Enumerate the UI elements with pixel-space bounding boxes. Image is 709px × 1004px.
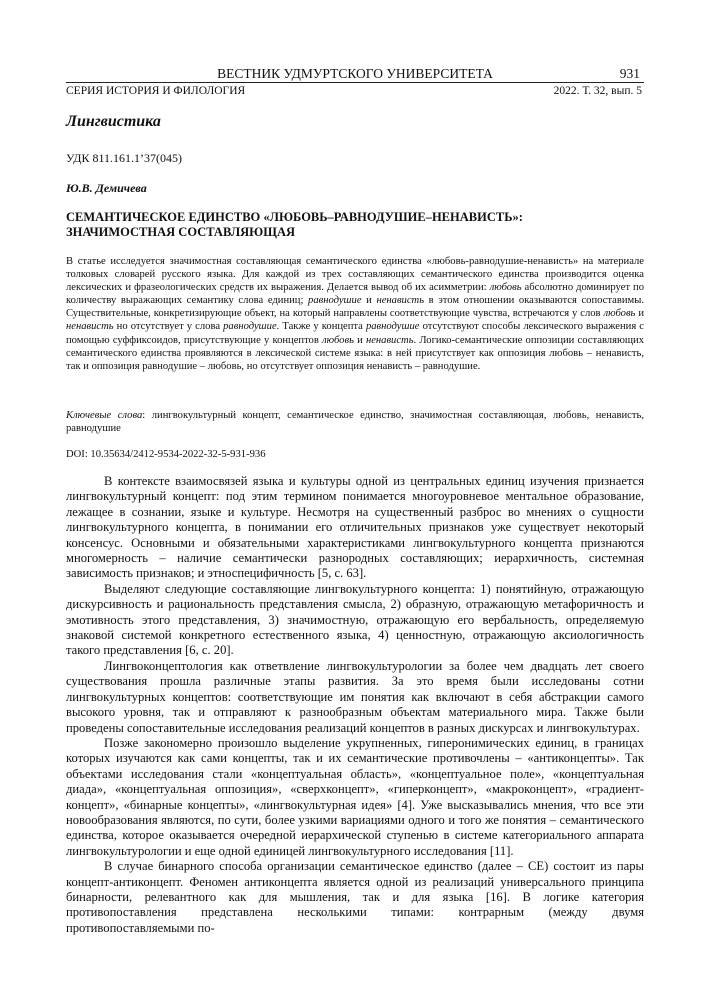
body-paragraph: В случае бинарного способа организации семантическое единство (далее – СЕ) состоит из пары концепт-антиконцепт. Феномен антиконцепта является одной из реализаций универсального принципа бинарности, релевантного как для мышления, так и для языка [16]. В логике категория противопоставления представлена несколькими типами: контрарным (между двумя противопоставляемыми по-: [66, 859, 644, 935]
title-line: СЕМАНТИЧЕСКОЕ ЕДИНСТВО «ЛЮБОВЬ–РАВНОДУШИЕ–НЕНАВИСТЬ»:: [66, 210, 523, 224]
keywords-label: Ключевые слова: [66, 410, 143, 421]
keywords: [66, 409, 644, 436]
body-paragraph: Лингвоконцептология как ответвление лингвокультурологии за более чем двадцать лет своего существования прошла различные этапы развития. За это время были исследованы сотни лингвокультурных концептов: соответствующие им понятия как включают в себя абстракции самого высокого уровня, так и отправляют к разнообразным объектам материального мира. Также были проведены сопоставительные исследования реализаций концептов в разных дискурсах и лингвокультурах.: [66, 658, 644, 735]
volume-info: 2022. Т. 32, вып. 5: [553, 85, 642, 97]
title-line: ЗНАЧИМОСТНАЯ СОСТАВЛЯЮЩАЯ: [66, 225, 296, 239]
series-name: СЕРИЯ ИСТОРИЯ И ФИЛОЛОГИЯ: [66, 85, 246, 97]
article-body: [66, 474, 644, 936]
section-heading: Лингвистика: [66, 113, 161, 130]
keywords-text: : лингвокультурный концепт, семантическое единство, значимостная составляющая, любовь, ненависть, равнодушие: [66, 410, 644, 435]
doi: DOI: 10.35634/2412-9534-2022-32-5-931-936: [66, 449, 266, 460]
author-name: Ю.В. Демичева: [66, 181, 147, 195]
udk-code: УДК 811.161.1’37(045): [66, 151, 183, 165]
abstract: В статье исследуется значимостная составляющая семантического единства «любовь-равнодушие-ненависть» на материале толковых словарей русского языка. Для каждой из трех составляющих семантического единства производится оценка лексических и фразеологических средств их выражения. Делается вывод об их асимметрии: любовь абсолютно доминирует по количеству выражающих семантику слова единиц; равнодушие и ненависть в этом отношении оказываются сопоставимы. Существительные, конкретизирующие объект, на который направлены соответствующие чувства, встречаются у слов любовь и ненависть но отсутствует у слова равнодушие. Также у концепта равнодушие отсутствуют способы лексического выражения с помощью суффиксоидов, присутствующие у концептов любовь и ненависть. Логико-семантические оппозиции составляющих семантического единства проявляются в лексической системе языка: в ней присутствует как оппозиция любовь – ненависть, так и оппозиция равнодушие – любовь, но отсутствует оппозиция ненависть – равнодушие.: [66, 256, 645, 372]
body-paragraph: Позже закономерно произошло выделение укрупненных, гиперонимических единиц, в границах которых изучаются как сами концепты, так и их семантические противочлены – «антиконцепты». Так объектами исследования стали «концептуальная область», «концептуальное поле», «концептуальная диада», «концептуальная оппозиция», «сверхконцепт», «гиперконцепт», «макроконцепт», «градиент-концепт», «бинарные концепты», «лингвокультурная идея» [4]. Уже высказывались мнения, что все эти новообразования являются, по сути, более узкими вариациями одного и того же понятия – семантического единства, которое оказывается очередной иерархической ступенью в системе категориального аппарата лингвокультурологии и еще одной единицей лингвокультурного исследования [11].: [66, 735, 644, 858]
page-number: 931: [619, 66, 640, 81]
body-paragraph: Выделяют следующие составляющие лингвокультурного концепта: 1) понятийную, отражающую дискурсивность и рациональность представления смысла, 2) образную, отражающую метафоричность и эмотивность этого представления, 3) значимостную, отражающую его вербальность, определяемую знаковой системой конкретного естественного языка, 4) ценностную, отражающую аксиологичность такого представления [6, с. 20].: [66, 581, 644, 658]
body-paragraph: В контексте взаимосвязей языка и культуры одной из центральных единиц изучения признается лингвокультурный концепт: под этим термином понимается многоуровневое ментальное образование, лежащее в сознании, языке и культуре. Несмотря на существенный разброс во мнениях о сущности лингвокультурного концепта, в понимании его отличительных признаков уже существует некоторый консенсус. Основными и обязательными характеристиками лингвокультурного концепта признаются многомерность – наличие семантически разнородных составляющих; иерархичность, системная зависимость признаков; и этноспецифичность [5, с. 63].: [66, 474, 644, 581]
running-subheader: [66, 82, 644, 99]
article-title: [66, 210, 644, 240]
journal-name: ВЕСТНИК УДМУРТСКОГО УНИВЕРСИТЕТА: [217, 66, 493, 81]
